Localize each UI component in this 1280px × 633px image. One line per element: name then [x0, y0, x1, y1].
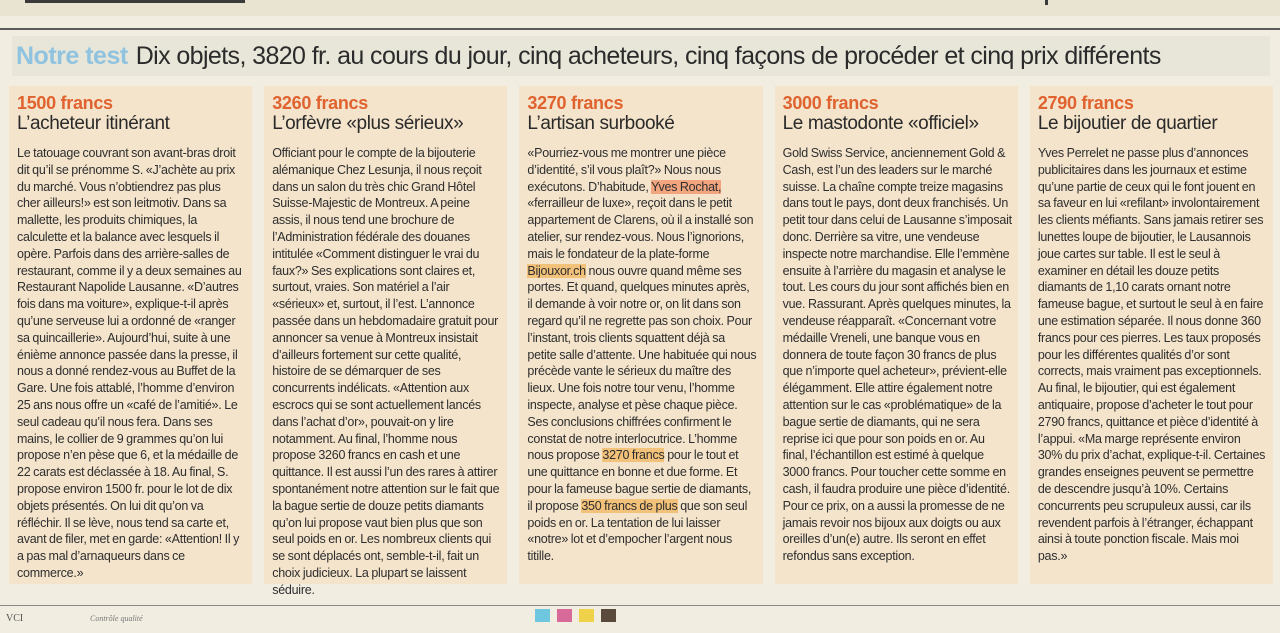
price-label: 3000 francs [782, 93, 879, 113]
column-subtitle: Le mastodonte «officiel» [782, 113, 979, 134]
headline [12, 36, 1270, 76]
page-footer [0, 605, 1280, 633]
column-mastodonte [775, 86, 1018, 584]
column-body: Yves Perrelet ne passe plus d’annonces publicitaires dans les journaux et estime qu’une partie de ceux qui le font jouent en sa faveur en lui «refilant» involontairement les clients méfiants. Sans jamais retirer ses lunettes loupe de bijoutier, le Lausannois joue cartes sur table. Il est le seul à examiner en détail les douze petits diamants de 1,10 carats ornant notre fameuse bague, et surtout le seul à en faire une estimation séparée. Il nous donne 360 francs pour ces pierres. Les taux proposés pour les différentes qualités d’or sont corrects, mais vraiment pas exceptionnels. Au final, le bijoutier, qui est également antiquaire, propose d’acheter le tout pour 2790 francs, quittance et pièce d’identité à l’appui. «Ma marge représente environ 30% du prix d’achat, explique-t-il. Certaines grandes enseignes peuvent se permettre de descendre jusqu’à 10%. Certains concurrents peu scrupuleux aussi, car ils revendent parfois à l’étranger, échappant ainsi à toute ponction fiscale. Mais moi pas.» [1037, 146, 1266, 564]
price-label: 3270 francs [527, 93, 624, 113]
column-subtitle: L’artisan surbooké [527, 113, 675, 134]
column-body: Le tatouage couvrant son avant-bras droit dit qu’il se prénomme S. «J’achète au prix du marché. Vous n’obtiendrez pas plus cher ailleurs!» est son leitmotiv. Dans sa mallette, les produits chimiques, la calculette et la balance avec lesquels il opère. Parfois dans des arrière-salles de restaurant, comme il y a deux semaines au Restaurant Napolide Lausanne. «D’autres fois dans ma voiture», explique-t-il après qu’une serveuse lui a ordonné de «ranger sa quincaillerie». Aujourd’hui, suite à une énième annonce passée dans la presse, il nous a donné rendez-vous au Buffet de la Gare. Une fois attablé, l’homme d’environ 25 ans nous offre un «café de l’amitié». Le seul cadeau qu’il nous fera. Dans ses mains, le collier de 9 grammes qu’on lui propose n’en pèse que 6, et la médaille de 22 carats est déclassée à 18. Au final, S. propose environ 1500 fr. pour le lot de dix objets présentés. On lui dit qu’on va réfléchir. Il se lève, nous tend sa carte et, avant de filer, met en garde: «Attention! Il y a pas mal d’arnaqueurs dans ce commerce.» [17, 146, 242, 580]
column-subtitle: L’acheteur itinérant [17, 113, 170, 134]
price-label: 2790 francs [1037, 93, 1134, 113]
page-code: VCI [6, 613, 24, 624]
body-text: nous ouvre quand même ses portes. Et quand, quelques minutes après, il demande à voir notre or, on lit dans son regard qu’il ne regrette pas son choix. Pour l’instant, trois clients squattent déjà sa petite salle d’attente. Une habituée qui nous précède vante le sérieux du maître des lieux. Une fois notre tour venu, l’homme inspecte, analyse et pèse chaque pièce. Ses conclusions chiffrées confirment le constat de notre interlocutrice. L’homme nous propose [527, 263, 757, 463]
column-subtitle: Le bijoutier de quartier [1037, 113, 1218, 134]
color-swatch-cyan [535, 609, 550, 622]
body-text: «Pourriez-vous me montrer une pièce d’identité, s’il vous plaît?» Nous nous exécutons. D’habitude, [527, 146, 726, 194]
highlight-price: 3270 francs [602, 448, 665, 463]
column-body: Gold Swiss Service, anciennement Gold & Cash, est l’un des leaders sur le marché suisse. La chaîne compte treize magasins dans tout le pays, dont deux franchisés. Un petit tour dans celui de Lausanne s’imposait donc. Derrière sa vitre, une vendeuse inspecte notre marchandise. Elle l’emmène ensuite à l’arrière du magasin et analyse le tout. Les cours du jour sont affichés bien en vue. Rassurant. Après quelques minutes, la vendeuse réapparaît. «Concernant votre médaille Vreneli, une banque vous en donnera de toute façon 30 francs de plus que n’importe quel acheteur», prévient-elle élégamment. Elle attire également notre attention sur le cas «problématique» de la bague sertie de diamants, qui ne sera reprise ici que pour son poids en or. Au final, l’échantillon est estimé à quelque 3000 francs. Pour toucher cette somme en cash, il faudra produire une pièce d’identité. Pour ce prix, on a aussi la promesse de ne jamais revoir nos bijoux aux doigts ou aux oreilles d’un(e) autre. Ils seront en effet refondus sans exception. [782, 146, 1012, 564]
headline-kicker: Notre test [16, 41, 128, 70]
highlight-website: Bijouxor.ch [527, 263, 586, 278]
footer-rule [0, 605, 1280, 606]
column-body: Officiant pour le compte de la bijouterie alémanique Chez Lesunja, il nous reçoit dans un salon du très chic Grand Hôtel Suisse-Majestic de Montreux. A peine assis, il nous tend une brochure de l’Administration fédérale des douanes intitulée «Comment distinguer le vrai du faux?» Ses explications sont claires et, surtout, vraies. Son matériel a l’air «sérieux» et, surtout, il l’est. L’annonce passée dans un hebdomadaire gratuit pour annoncer sa venue à Montreux insistait d’ailleurs fortement sur cette qualité, histoire de se démarquer de ses concurrents indélicats. «Attention aux escrocs qui se sont actuellement lancés dans l’achat d’or», pouvait-on y lire notamment. Au final, l’homme nous propose 3260 francs en cash et une quittance. Il est aussi l’un des rares à attirer spontanément notre attention sur le fait que la bague sertie de douze petits diamants qu’on lui propose vaut bien plus que son seul poids en or. Les nombreux clients qui se sont déplacés ont, semble-t-il, fait un choix judicieux. La plupart se laissent séduire. [272, 146, 500, 597]
header-rule [0, 28, 1280, 30]
highlight-name: Yves Rochat, [651, 179, 722, 194]
column-orfevre [264, 86, 507, 597]
body-text: pour le tout et une quittance en bonne et due forme. Et pour la fameuse bague sertie de diamants, il propose [527, 448, 752, 513]
body-text: «ferrailleur de luxe», reçoit dans le petit appartement de Clarens, où il a installé son atelier, sur rendez-vous. Nous l’ignorions, mais le fondateur de la plate-forme [527, 196, 754, 261]
top-rule-bar [25, 0, 245, 3]
column-body [527, 145, 756, 565]
column-artisan [519, 86, 762, 584]
article-columns [9, 86, 1273, 597]
color-swatch-yellow [579, 609, 594, 622]
top-rule-tick [1045, 0, 1048, 5]
quality-control-label: Contrôle qualité [90, 614, 143, 623]
top-rule [0, 0, 1280, 16]
column-itinerant [9, 86, 252, 584]
body-text: que son seul poids en or. La tentation de lui laisser «notre» lot et d’empocher l’argent nous titille. [527, 498, 748, 564]
price-label: 3260 francs [272, 93, 368, 113]
headline-title: Dix objets, 3820 fr. au cours du jour, cinq acheteurs, cinq façons de procéder et cinq prix différents [135, 41, 1161, 70]
highlight-extra: 350 francs de plus [581, 498, 678, 513]
column-subtitle: L’orfèvre «plus sérieux» [272, 113, 464, 134]
color-swatch-black [601, 609, 616, 622]
column-bijoutier [1030, 86, 1273, 584]
color-swatch-magenta [557, 609, 572, 622]
price-label: 1500 francs [17, 93, 113, 113]
